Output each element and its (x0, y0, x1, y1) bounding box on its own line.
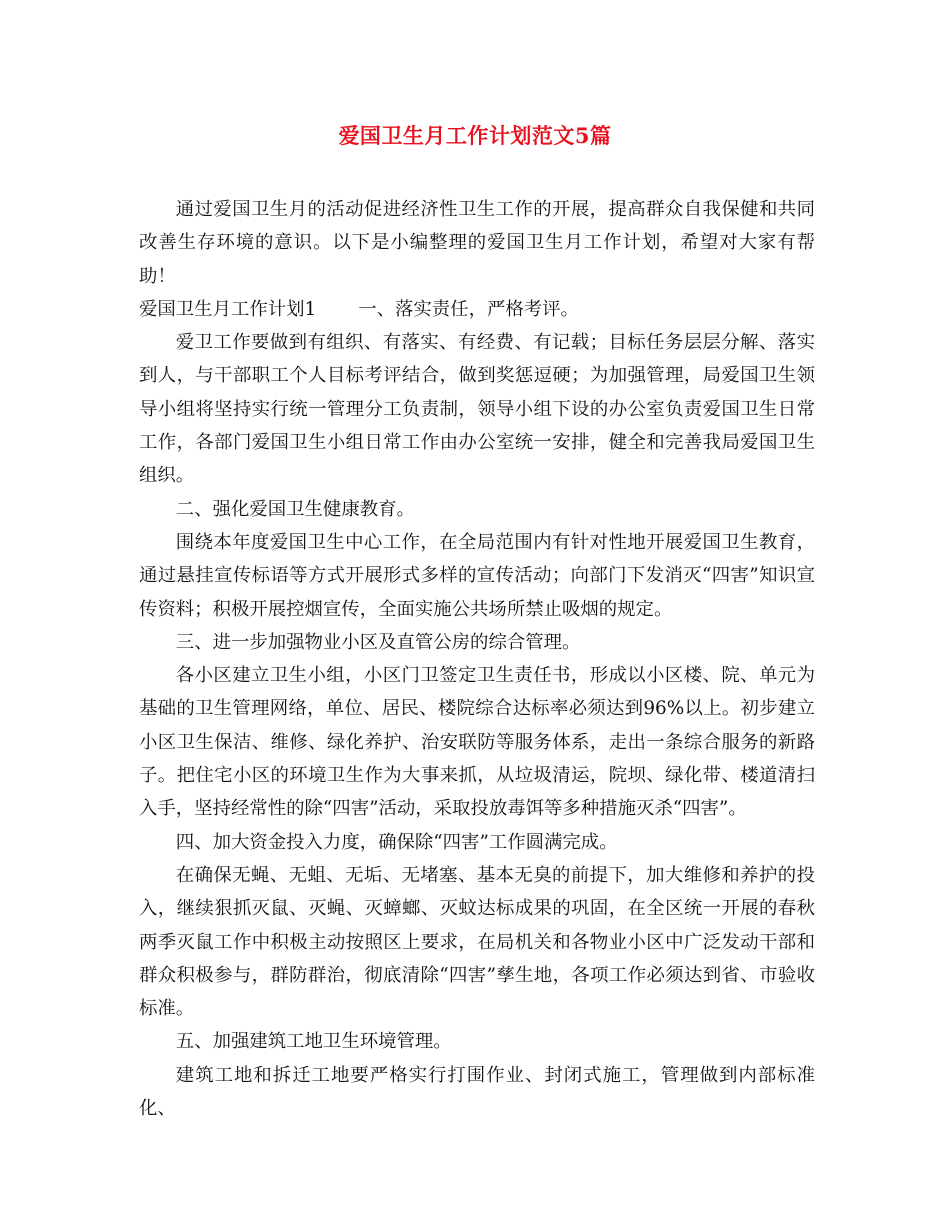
section-four-heading: 四、加大资金投入力度，确保除“四害”工作圆满完成。 (175, 831, 618, 853)
document-title: 爱国卫生月工作计划范文5篇 (338, 123, 612, 148)
section-five-heading: 五、加强建筑工地卫生环境管理。 (175, 1031, 452, 1053)
section-two-paragraph: 围绕本年度爱国卫生中心工作，在全局范围内有针对性地开展爱国卫生教育，通过悬挂宣传标语等方式开展形式多样的宣传活动；向部门下发消灭“四害”知识宣传资料；积极开展控烟宣传，全面实施公共场所禁止吸烟的规定。 (139, 531, 815, 620)
section-five-paragraph: 建筑工地和拆迁工地要严格实行打围作业、封闭式施工，管理做到内部标准化、 (139, 1064, 815, 1120)
section-two-heading: 二、强化爱国卫生健康教育。 (175, 498, 415, 520)
section-three-paragraph: 各小区建立卫生小组，小区门卫签定卫生责任书，形成以小区楼、院、单元为基础的卫生管理网络，单位、居民、楼院综合达标率必须达到96%以上。初步建立小区卫生保洁、维修、绿化养护、治安联防等服务体系，走出一条综合服务的新路子。把住宅小区的环境卫生作为大事来抓，从垃圾清运，院坝、绿化带、楼道清扫入手，坚持经常性的除“四害”活动，采取投放毒饵等多种措施灭杀“四害”。 (139, 665, 815, 820)
section-one-heading: 一、落实责任，严格考评。 (358, 298, 579, 320)
section-three-heading: 三、进一步加强物业小区及直管公房的综合管理。 (175, 631, 581, 653)
section-one-paragraph: 爱卫工作要做到有组织、有落实、有经费、有记载；目标任务层层分解、落实到人，与干部职工个人目标考评结合，做到奖惩逗硬；为加强管理，局爱国卫生领导小组将坚持实行统一管理分工负责制，领导小组下设的办公室负责爱国卫生日常工作，各部门爱国卫生小组日常工作由办公室统一安排，健全和完善我局爱国卫生组织。 (139, 332, 815, 487)
section-four-paragraph: 在确保无蝇、无蛆、无垢、无堵塞、基本无臭的前提下，加大维修和养护的投入，继续狠抓灭鼠、灭蝇、灭蟑螂、灭蚊达标成果的巩固，在全区统一开展的春秋两季灭鼠工作中积极主动按照区上要求，在局机关和各物业小区中广泛发动干部和群众积极参与，群防群治，彻底清除“四害”孳生地，各项工作必须达到省、市验收标准。 (139, 864, 815, 1020)
plan-heading: 爱国卫生月工作计划1 (139, 298, 317, 320)
plan-heading-line (139, 293, 815, 326)
document-body (139, 193, 815, 1125)
intro-paragraph: 通过爱国卫生月的活动促进经济性卫生工作的开展，提高群众自我保健和共同改善生存环境的意识。以下是小编整理的爱国卫生月工作计划，希望对大家有帮助！ (139, 199, 815, 287)
